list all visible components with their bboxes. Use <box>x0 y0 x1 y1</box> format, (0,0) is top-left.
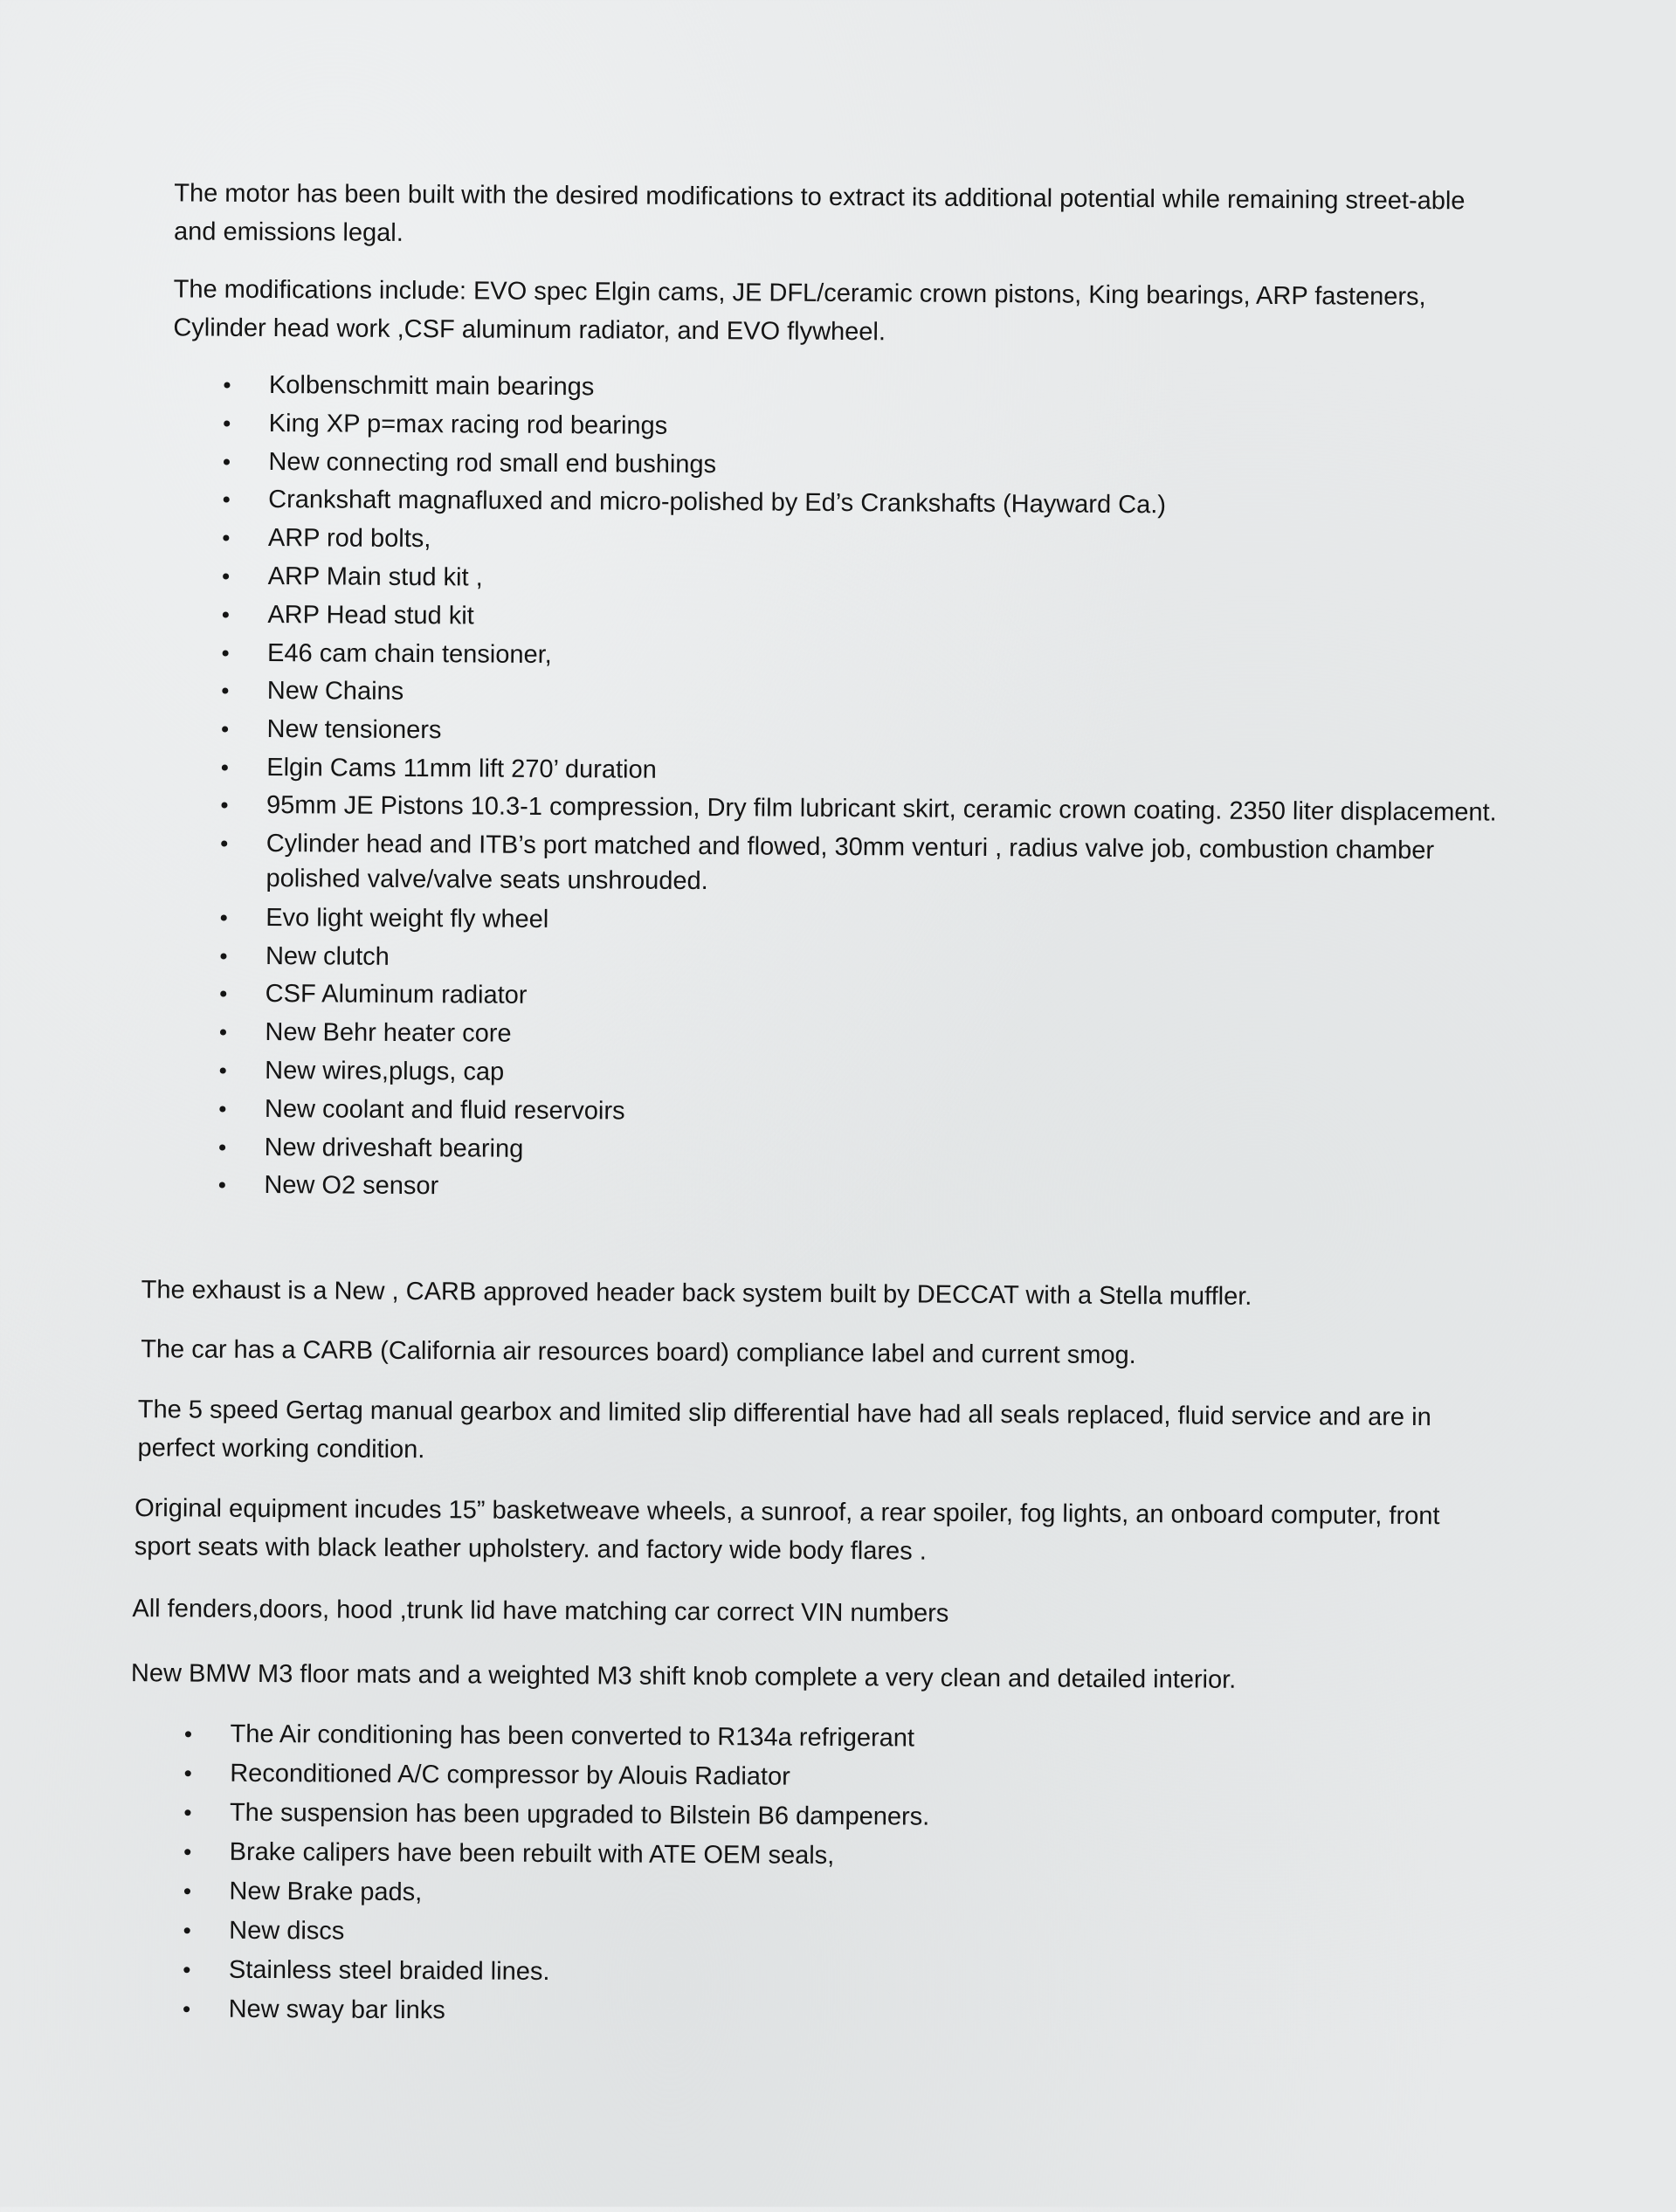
bullet-icon: • <box>221 678 230 705</box>
list-item: • CSF Aluminum radiator <box>213 975 1523 1022</box>
bullet-icon: • <box>183 1878 192 1905</box>
intro-paragraph-2: The modifications include: EVO spec Elgin cams, JE DFL/ceramic crown pistons, King bearings, ARP fasteners, Cylinder head work ,CSF aluminum radiator, and EVO flywheel. <box>173 275 1426 347</box>
bullet-icon: • <box>219 942 228 969</box>
bullet-icon: • <box>223 371 231 398</box>
bullet-icon: • <box>219 904 228 931</box>
list-item: • New wires,plugs, cap <box>212 1052 1522 1099</box>
bullet-icon: • <box>219 981 228 1008</box>
bullet-icon: • <box>218 1057 227 1084</box>
vin-paragraph: All fenders,doors, hood ,trunk lid have matching car correct VIN numbers <box>132 1595 949 1628</box>
list-item: • ARP Head stud kit <box>215 596 1525 642</box>
bullet-icon: • <box>221 601 231 628</box>
list-item: • New driveshaft bearing <box>212 1128 1522 1175</box>
bullet-icon: • <box>183 1917 191 1944</box>
bullet-icon: • <box>182 1995 191 2022</box>
carb-paragraph: The car has a CARB (California air resources board) compliance label and current smog. <box>141 1335 1136 1370</box>
list-item: • Reconditioned A/C compressor by Alouis Radiator <box>177 1754 1400 1801</box>
bullet-icon: • <box>183 1838 192 1865</box>
list-item: • The Air conditioning has been converted to R134a refrigerant <box>177 1714 1400 1761</box>
list-item: • E46 cam chain tensioner, <box>215 634 1525 680</box>
list-item: • Brake calipers have been rebuilt with ATE OEM seals, <box>177 1832 1400 1879</box>
bullet-icon: • <box>222 448 231 475</box>
gearbox-paragraph: The 5 speed Gertag manual gearbox and limited slip differential have had all seals replaced, fluid service and are in perfect working condition. <box>137 1395 1431 1464</box>
exhaust-paragraph: The exhaust is a New , CARB approved header back system built by DECCAT with a Stella muffler. <box>141 1276 1252 1311</box>
list-item: • New O2 sensor <box>211 1167 1521 1213</box>
list-item: • Kolbenschmitt main bearings <box>217 367 1527 413</box>
bullet-icon: • <box>218 1095 227 1122</box>
bullet-icon: • <box>222 486 231 513</box>
list-item: • Elgin Cams 11mm lift 270’ duration <box>214 749 1524 796</box>
intro-paragraph-1: The motor has been built with the desired modifications to extract its additional potential while remaining street-able and emissions legal. <box>173 179 1466 247</box>
list-item: • Stainless steel braided lines. <box>176 1950 1399 1997</box>
list-item: • New tensioners <box>214 711 1524 757</box>
list-item: • Crankshaft magnafluxed and micro-polished by Ed’s Crankshafts (Hayward Ca.) <box>216 481 1526 527</box>
bullet-icon: • <box>183 1799 192 1826</box>
bullet-icon: • <box>183 1760 192 1787</box>
bullet-icon: • <box>183 1956 191 1983</box>
list-item: • New clutch <box>213 937 1523 983</box>
bullet-icon: • <box>183 1720 193 1747</box>
bullet-icon: • <box>218 1018 228 1045</box>
list-item: • 95mm JE Pistons 10.3-1 compression, Dry film lubricant skirt, ceramic crown coating. 2350 liter displacement. <box>214 787 1524 830</box>
bullet-icon: • <box>220 791 229 818</box>
list-item: • New discs <box>176 1911 1399 1958</box>
engine-mod-list <box>211 367 1527 1213</box>
bullet-icon: • <box>218 1134 227 1161</box>
bullet-icon: • <box>220 754 229 781</box>
bullet-icon: • <box>220 830 229 857</box>
list-item: • New Chains <box>215 672 1525 719</box>
bullet-icon: • <box>221 562 231 589</box>
equipment-paragraph: Original equipment incudes 15” basketweave wheels, a sunroof, a rear spoiler, fog lights, an onboard computer, front sport seats with black leather upholstery. and factory wide body flares . <box>134 1494 1440 1566</box>
list-item: • New Brake pads, <box>176 1871 1399 1919</box>
interior-paragraph: New BMW M3 floor mats and a weighted M3 shift knob complete a very clean and detailed interior. <box>130 1659 1237 1694</box>
list-item: • New Behr heater core <box>212 1014 1522 1060</box>
bullet-icon: • <box>222 524 231 551</box>
list-item: • New coolant and fluid reservoirs <box>212 1090 1522 1136</box>
list-item: • King XP p=max racing rod bearings <box>217 404 1527 451</box>
list-item: • Cylinder head and ITB’s port matched and flowed, 30mm venturi , radius valve job, combustion chamber polished valve/valve seats unshrouded. <box>213 825 1523 903</box>
chassis-list <box>176 1714 1400 2036</box>
bullet-icon: • <box>221 639 230 666</box>
list-item: • Evo light weight fly wheel <box>213 899 1523 945</box>
list-item: • The suspension has been upgraded to Bilstein B6 dampeners. <box>177 1793 1400 1840</box>
list-item: • ARP Main stud kit , <box>216 558 1526 604</box>
bullet-icon: • <box>220 715 230 742</box>
bullet-icon: • <box>223 410 231 437</box>
list-item: • New sway bar links <box>176 1989 1398 2036</box>
bullet-icon: • <box>217 1172 227 1199</box>
list-item: • New connecting rod small end bushings <box>216 443 1526 489</box>
list-item: • ARP rod bolts, <box>216 520 1526 566</box>
